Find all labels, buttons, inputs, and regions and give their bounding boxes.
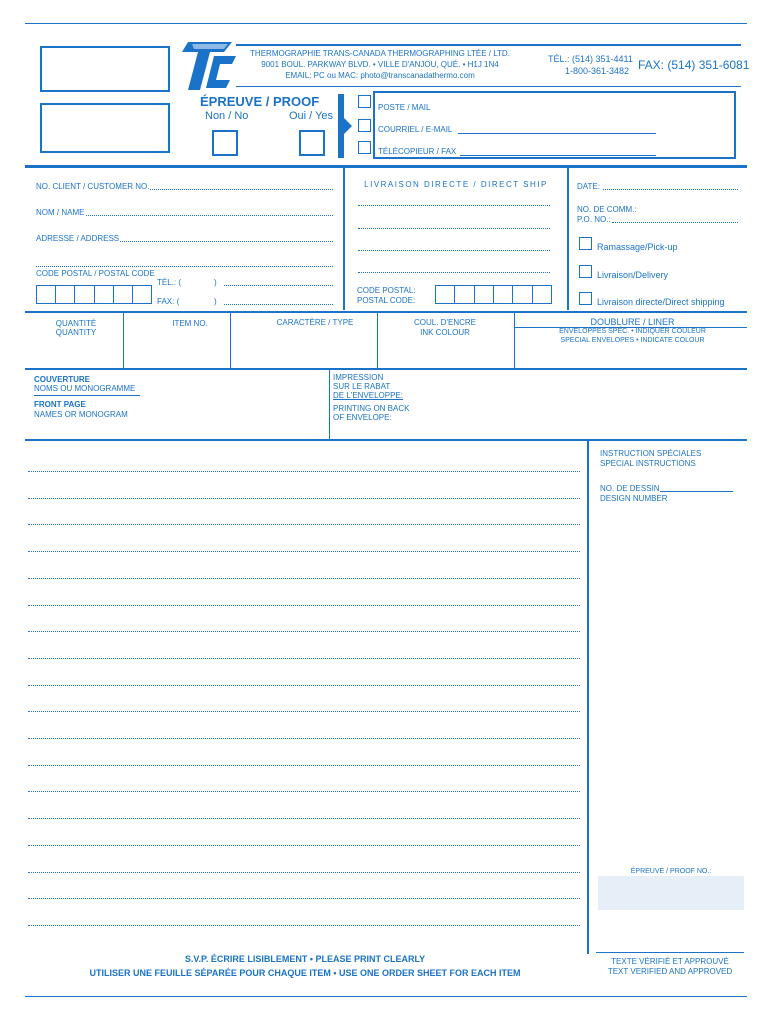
tel-label: TÉL.: ( <box>157 278 182 287</box>
special-label-fr: INSTRUCTION SPÉCIALES <box>600 449 702 458</box>
fax-close: ) <box>214 297 217 306</box>
proof-no-label: Non / No <box>205 110 249 122</box>
tel-close: ) <box>214 278 217 287</box>
proof-no-field[interactable] <box>598 876 744 910</box>
writing-line[interactable] <box>28 578 580 579</box>
cover-label-fr: COUVERTURE <box>34 375 91 384</box>
writing-line[interactable] <box>28 818 580 819</box>
company-line-1: THERMOGRAPHIE TRANS-CANADA THERMOGRAPHING LTÉE / LTD. <box>250 49 510 58</box>
footer-line-2: UTILISER UNE FEUILLE SÉPARÉE POUR CHAQUE ITEM • USE ONE ORDER SHEET FOR EACH ITEM <box>89 968 521 978</box>
client-no-field[interactable] <box>150 189 333 190</box>
header-box-2[interactable] <box>40 103 170 153</box>
writing-line[interactable] <box>28 845 580 846</box>
verified-label-fr: TEXTE VÉRIFIÉ ET APPROUVÉ <box>611 957 729 966</box>
cover-label-en2: NAMES OR MONOGRAM <box>34 410 128 419</box>
flap-label-3: DE L'ENVELOPPE: <box>333 391 403 400</box>
top-rule <box>25 23 747 24</box>
ship-line-1[interactable] <box>358 205 550 206</box>
name-label: NOM / NAME <box>36 208 85 217</box>
writing-line[interactable] <box>28 471 580 472</box>
date-label: DATE: <box>577 182 600 191</box>
cover-label-fr2: NOMS OU MONOGRAMME <box>34 384 136 393</box>
proof-no-checkbox[interactable] <box>212 130 238 156</box>
po-field[interactable] <box>612 222 738 223</box>
header-rule <box>236 44 741 46</box>
divider-order <box>567 168 569 310</box>
writing-line[interactable] <box>28 685 580 686</box>
company-tollfree: 1-800-361-3482 <box>565 66 630 76</box>
proof-title: ÉPREUVE / PROOF <box>200 94 320 109</box>
col-div-2 <box>230 313 231 369</box>
direct-ship-title: LIVRAISON DIRECTE / DIRECT SHIP <box>364 180 548 189</box>
divider-customer <box>343 168 345 310</box>
email-field[interactable] <box>458 133 656 134</box>
direct-shipping-label: Livraison directe/Direct shipping <box>597 297 725 307</box>
design-label-en: DESIGN NUMBER <box>600 494 668 503</box>
company-fax: FAX: (514) 351-6081 <box>638 58 750 72</box>
writing-line[interactable] <box>28 524 580 525</box>
qty-header-en: QUANTITY <box>55 328 97 337</box>
po-label-en: P.O. NO.: <box>577 215 611 224</box>
proof-yes-checkbox[interactable] <box>299 130 325 156</box>
verified-label-en: TEXT VERIFIED AND APPROVED <box>607 967 733 976</box>
ship-line-4[interactable] <box>358 272 550 273</box>
fax-checkbox[interactable] <box>358 141 371 154</box>
flap-label-5: OF ENVELOPE: <box>333 413 392 422</box>
item-header: ITEM NO. <box>172 319 208 328</box>
address-label: ADRESSE / ADDRESS <box>36 234 120 243</box>
ship-line-3[interactable] <box>358 250 550 251</box>
address-field[interactable] <box>120 241 333 242</box>
arrow-right-icon <box>336 94 352 158</box>
pickup-checkbox[interactable] <box>579 237 592 250</box>
cover-divider <box>329 370 330 440</box>
proof-no-label: ÉPREUVE / PROOF NO.: <box>630 868 712 875</box>
delivery-label: Livraison/Delivery <box>597 270 669 280</box>
ink-header-en: INK COLOUR <box>420 328 470 337</box>
po-label-fr: NO. DE COMM.: <box>577 205 637 214</box>
ship-postal-label-fr: CODE POSTAL: <box>357 286 416 295</box>
liner-sub-fr: ENVELOPPES SPÉC. • INDIQUER COULEUR <box>559 328 706 335</box>
writing-line[interactable] <box>28 498 580 499</box>
table-bottom-rule <box>25 368 747 370</box>
col-div-4 <box>514 313 515 369</box>
writing-line[interactable] <box>28 925 580 926</box>
bottom-rule <box>25 996 747 997</box>
header-rule-2 <box>236 86 741 87</box>
flap-label-2: SUR LE RABAT <box>333 382 391 391</box>
mail-checkbox[interactable] <box>358 95 371 108</box>
company-line-3: EMAIL: PC ou MAC: photo@transcanadathermo.com <box>285 71 475 80</box>
writing-line[interactable] <box>28 738 580 739</box>
ship-line-2[interactable] <box>358 228 550 229</box>
design-label-fr: NO. DE DESSIN <box>600 484 660 493</box>
header-box-1[interactable] <box>40 46 170 92</box>
liner-sub-en: SPECIAL ENVELOPES • INDICATE COLOUR <box>560 337 705 344</box>
writing-line[interactable] <box>28 872 580 873</box>
proof-yes-label: Oui / Yes <box>289 110 334 122</box>
type-header: CARACTÈRE / TYPE <box>276 318 354 327</box>
section-rule-1 <box>25 165 747 168</box>
date-field[interactable] <box>603 189 738 190</box>
email-label: COURRIEL / E-MAIL <box>378 125 453 134</box>
qty-header-fr: QUANTITÉ <box>55 319 97 328</box>
cover-label-en: FRONT PAGE <box>34 400 86 409</box>
tc-logo-icon <box>180 40 238 92</box>
flap-label-4: PRINTING ON BACK <box>333 404 410 413</box>
ship-postal-cells[interactable] <box>435 285 552 304</box>
special-divider <box>587 441 589 954</box>
flap-label-1: IMPRESSION <box>333 373 384 382</box>
address-field-2[interactable] <box>36 266 333 267</box>
col-div-1 <box>123 313 124 369</box>
liner-header: DOUBLURE / LINER <box>590 317 675 327</box>
fax-label-customer: FAX: ( <box>157 297 180 306</box>
name-field[interactable] <box>86 215 333 216</box>
writing-line[interactable] <box>28 898 580 899</box>
ink-header-fr: COUL. D'ENCRE <box>414 318 476 327</box>
ship-postal-label-en: POSTAL CODE: <box>357 296 416 305</box>
writing-line[interactable] <box>28 605 580 606</box>
special-label-en: SPECIAL INSTRUCTIONS <box>600 459 696 468</box>
fax-field[interactable] <box>460 155 656 156</box>
design-field[interactable] <box>660 491 733 492</box>
company-line-2: 9001 BOUL. PARKWAY BLVD. • VILLE D'ANJOU, QUÉ. • H1J 1N4 <box>261 60 499 69</box>
client-no-label: NO. CLIENT / CUSTOMER NO. <box>36 182 150 191</box>
writing-line[interactable] <box>28 658 580 659</box>
writing-line[interactable] <box>28 551 580 552</box>
writing-line[interactable] <box>28 765 580 766</box>
direct-shipping-checkbox[interactable] <box>579 292 592 305</box>
company-tel: TÉL.: (514) 351-4411 <box>548 54 633 64</box>
customer-fax-field[interactable] <box>224 304 333 305</box>
email-checkbox[interactable] <box>358 119 371 132</box>
postal-label: CODE POSTAL / POSTAL CODE <box>36 269 155 278</box>
postal-code-cells[interactable] <box>36 285 152 304</box>
pickup-label: Ramassage/Pick-up <box>597 242 678 252</box>
writing-line[interactable] <box>28 791 580 792</box>
writing-line[interactable] <box>28 631 580 632</box>
writing-line[interactable] <box>28 711 580 712</box>
section-rule-3 <box>25 439 747 441</box>
fax-label: TÉLÉCOPIEUR / FAX <box>378 147 457 156</box>
tel-field[interactable] <box>224 285 333 286</box>
delivery-checkbox[interactable] <box>579 265 592 278</box>
footer-line-1: S.V.P. ÉCRIRE LISIBLEMENT • PLEASE PRINT CLEARLY <box>184 954 426 964</box>
table-top-rule <box>25 311 747 313</box>
col-div-3 <box>377 313 378 369</box>
verified-line <box>596 952 744 953</box>
cover-underline <box>34 395 140 396</box>
mail-label: POSTE / MAIL <box>378 103 431 112</box>
